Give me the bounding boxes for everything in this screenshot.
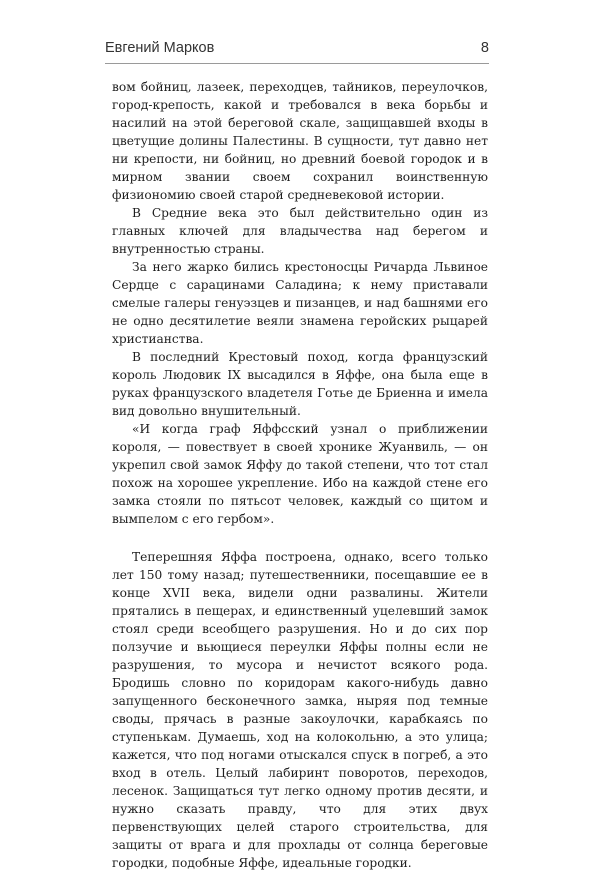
paragraph: За него жарко бились крестоносцы Ричарда Львиное Сердце с сарацинами Саладина; к нему приставали смелые галеры генуэзцев и пизанцев, и над башнями его не одно десятилетие веяли знамена геройских рыцарей христианства. [112,260,488,346]
author-name: Евгений Марков [105,40,215,56]
running-header [105,40,489,62]
paragraph-continued: вом бойниц, лазеек, переходцев, тайников, переулочков, город-крепость, какой и требовался в века борьбы и насилий на этой береговой скале, защищавшей входы в цветущие долины Палестины. В сущности, тут давно нет ни крепости, ни бойниц, но древний боевой городок и в мирном звании своем сохранил воинственную физиономию своей старой средневековой истории. [112,80,488,202]
page-number: 8 [480,40,489,56]
header-divider [105,63,489,64]
paragraph: В Средние века это был действительно один из главных ключей для владычества над берегом и внутренностью страны. [112,206,488,256]
quotation-paragraph: «И когда граф Яффсский узнал о приближении короля, — повествует в своей хронике Жуанвиль, — он укрепил свой замок Яффу до такой степени, что тот стал похож на хорошее укрепление. Ибо на каждой стене его замка стояли по пятьсот человек, каждый со щитом и вымпелом с его гербом». [112,422,488,526]
paragraph: В последний Крестовый поход, когда французский король Людовик IX высадился в Яффе, она была еще в руках французского владетеля Готье де Бриенна и имела вид довольно внушительный. [112,350,488,418]
page-body [112,78,488,872]
paragraph: Теперешняя Яффа построена, однако, всего только лет 150 тому назад; путешественники, посещавшие ее в конце XVII века, видели одни развалины. Жители прятались в пещерах, и единственный уцелевший замок стоял среди всеобщего разрушения. Но и до сих пор ползучие и вьющиеся переулки Яффы полны если не разрушения, то мусора и нечистот всякого рода. Бродишь словно по коридорам какого-нибудь давно запущенного бесконечного замка, ныряя под темные своды, прячась в разные закоулочки, карабкаясь по ступенькам. Думаешь, ход на колокольню, а это улица; кажется, что под ногами отыскался спуск в погреб, а это вход в отель. Целый лабиринт поворотов, переходов, лесенок. Защищаться тут легко одному против десяти, и нужно сказать правду, что для этих двух первенствующих целей старого строительства, для защиты от врага и для прохлады от солнца береговые городки, подобные Яффе, идеальные городки. [112,550,488,870]
